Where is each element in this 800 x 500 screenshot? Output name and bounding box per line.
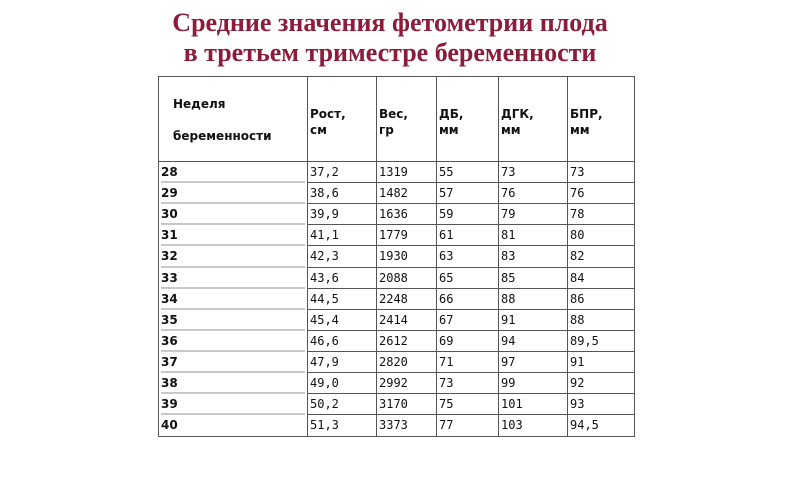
cell-dgk: 83: [501, 249, 516, 264]
cell-weight: 3170: [379, 397, 408, 412]
header-weight-line1: Вес,: [379, 107, 408, 121]
header-bpr-line1: БПР,: [570, 107, 603, 121]
week-cell: 38: [161, 376, 178, 390]
cell-height: 38,6: [310, 186, 339, 201]
title-line-2: в третьем триместре беременности: [183, 38, 597, 67]
cell-height: 42,3: [310, 249, 339, 264]
cell-height: 49,0: [310, 376, 339, 390]
cell-db: 73: [439, 376, 454, 390]
week-separator: [161, 244, 305, 246]
cell-bpr: 94,5: [570, 418, 599, 433]
week-cell: 39: [161, 397, 178, 412]
cell-bpr: 80: [570, 228, 585, 243]
row-divider: [307, 330, 635, 331]
cell-weight: 1482: [379, 186, 408, 201]
cell-db: 55: [439, 165, 454, 179]
cell-dgk: 88: [501, 291, 516, 306]
week-cell: 40: [161, 418, 178, 433]
cell-height: 51,3: [310, 418, 339, 433]
cell-weight: 1779: [379, 228, 408, 243]
week-cell: 32: [161, 249, 178, 264]
week-cell: 28: [161, 165, 178, 179]
week-cell: 30: [161, 207, 178, 222]
row-divider: [307, 393, 635, 394]
page-title: [0, 8, 780, 68]
cell-db: 57: [439, 186, 454, 201]
cell-dgk: 94: [501, 333, 516, 348]
cell-weight: 2612: [379, 333, 408, 348]
cell-dgk: 81: [501, 228, 516, 243]
row-divider: [307, 161, 635, 162]
header-week-line1: Неделя: [173, 97, 226, 111]
cell-db: 77: [439, 418, 454, 433]
row-divider: [159, 161, 307, 162]
col-divider: [634, 77, 635, 436]
cell-dgk: 103: [501, 418, 523, 433]
cell-weight: 2414: [379, 312, 408, 327]
fetometry-table: [158, 76, 635, 437]
row-divider: [307, 309, 635, 310]
cell-db: 59: [439, 207, 454, 222]
week-separator: [161, 202, 305, 204]
week-separator: [161, 350, 305, 352]
header-db-line2: мм: [439, 123, 459, 137]
week-separator: [161, 392, 305, 394]
cell-weight: 1319: [379, 165, 408, 179]
col-divider: [498, 77, 499, 436]
cell-height: 44,5: [310, 291, 339, 306]
week-cell: 34: [161, 291, 178, 306]
cell-dgk: 76: [501, 186, 516, 201]
cell-weight: 2088: [379, 270, 408, 285]
cell-height: 39,9: [310, 207, 339, 222]
cell-bpr: 86: [570, 291, 585, 306]
cell-dgk: 99: [501, 376, 516, 390]
cell-db: 75: [439, 397, 454, 412]
cell-weight: 1930: [379, 249, 408, 264]
cell-height: 37,2: [310, 165, 339, 179]
cell-bpr: 88: [570, 312, 585, 327]
header-week-line2: беременности: [173, 129, 272, 143]
cell-bpr: 73: [570, 165, 585, 179]
cell-weight: 2992: [379, 376, 408, 390]
cell-dgk: 85: [501, 270, 516, 285]
cell-height: 43,6: [310, 270, 339, 285]
header-bpr-line2: мм: [570, 123, 590, 137]
header-dgk-line1: ДГК,: [501, 107, 534, 121]
cell-db: 63: [439, 249, 454, 264]
col-divider: [376, 77, 377, 436]
cell-bpr: 76: [570, 186, 585, 201]
header-db-line1: ДБ,: [439, 107, 464, 121]
week-separator: [161, 329, 305, 331]
cell-db: 67: [439, 312, 454, 327]
row-divider: [307, 414, 635, 415]
col-divider: [436, 77, 437, 436]
week-cell: 31: [161, 228, 178, 243]
row-divider: [307, 372, 635, 373]
cell-height: 46,6: [310, 333, 339, 348]
cell-dgk: 97: [501, 354, 516, 369]
cell-height: 41,1: [310, 228, 339, 243]
header-weight-line2: гр: [379, 123, 394, 137]
week-separator: [161, 413, 305, 415]
row-divider: [307, 224, 635, 225]
cell-weight: 1636: [379, 207, 408, 222]
week-cell: 37: [161, 354, 178, 369]
row-divider: [307, 288, 635, 289]
cell-bpr: 82: [570, 249, 585, 264]
cell-dgk: 79: [501, 207, 516, 222]
row-divider: [307, 203, 635, 204]
week-cell: 35: [161, 312, 178, 327]
cell-db: 66: [439, 291, 454, 306]
week-cell: 29: [161, 186, 178, 201]
cell-weight: 2820: [379, 354, 408, 369]
cell-db: 65: [439, 270, 454, 285]
week-separator: [161, 308, 305, 310]
cell-bpr: 84: [570, 270, 585, 285]
cell-weight: 3373: [379, 418, 408, 433]
cell-height: 50,2: [310, 397, 339, 412]
cell-dgk: 73: [501, 165, 516, 179]
week-separator: [161, 181, 305, 183]
cell-db: 61: [439, 228, 454, 243]
cell-dgk: 101: [501, 397, 523, 412]
week-cell: 36: [161, 333, 178, 348]
row-divider: [307, 245, 635, 246]
row-divider: [307, 351, 635, 352]
header-height-line2: см: [310, 123, 327, 137]
cell-bpr: 89,5: [570, 333, 599, 348]
cell-bpr: 78: [570, 207, 585, 222]
title-line-1: Средние значения фетометрии плода: [172, 8, 608, 37]
header-dgk-line2: мм: [501, 123, 521, 137]
week-separator: [161, 223, 305, 225]
week-separator: [161, 371, 305, 373]
header-height-line1: Рост,: [310, 107, 346, 121]
col-divider: [307, 77, 308, 436]
cell-db: 69: [439, 333, 454, 348]
week-cell: 33: [161, 270, 178, 285]
cell-height: 47,9: [310, 354, 339, 369]
cell-bpr: 91: [570, 354, 585, 369]
cell-db: 71: [439, 354, 454, 369]
cell-bpr: 92: [570, 376, 585, 390]
week-separator: [161, 287, 305, 289]
row-divider: [307, 267, 635, 268]
week-separator: [161, 266, 305, 268]
cell-bpr: 93: [570, 397, 585, 412]
cell-dgk: 91: [501, 312, 516, 327]
col-divider: [567, 77, 568, 436]
cell-height: 45,4: [310, 312, 339, 327]
cell-weight: 2248: [379, 291, 408, 306]
row-divider: [307, 182, 635, 183]
